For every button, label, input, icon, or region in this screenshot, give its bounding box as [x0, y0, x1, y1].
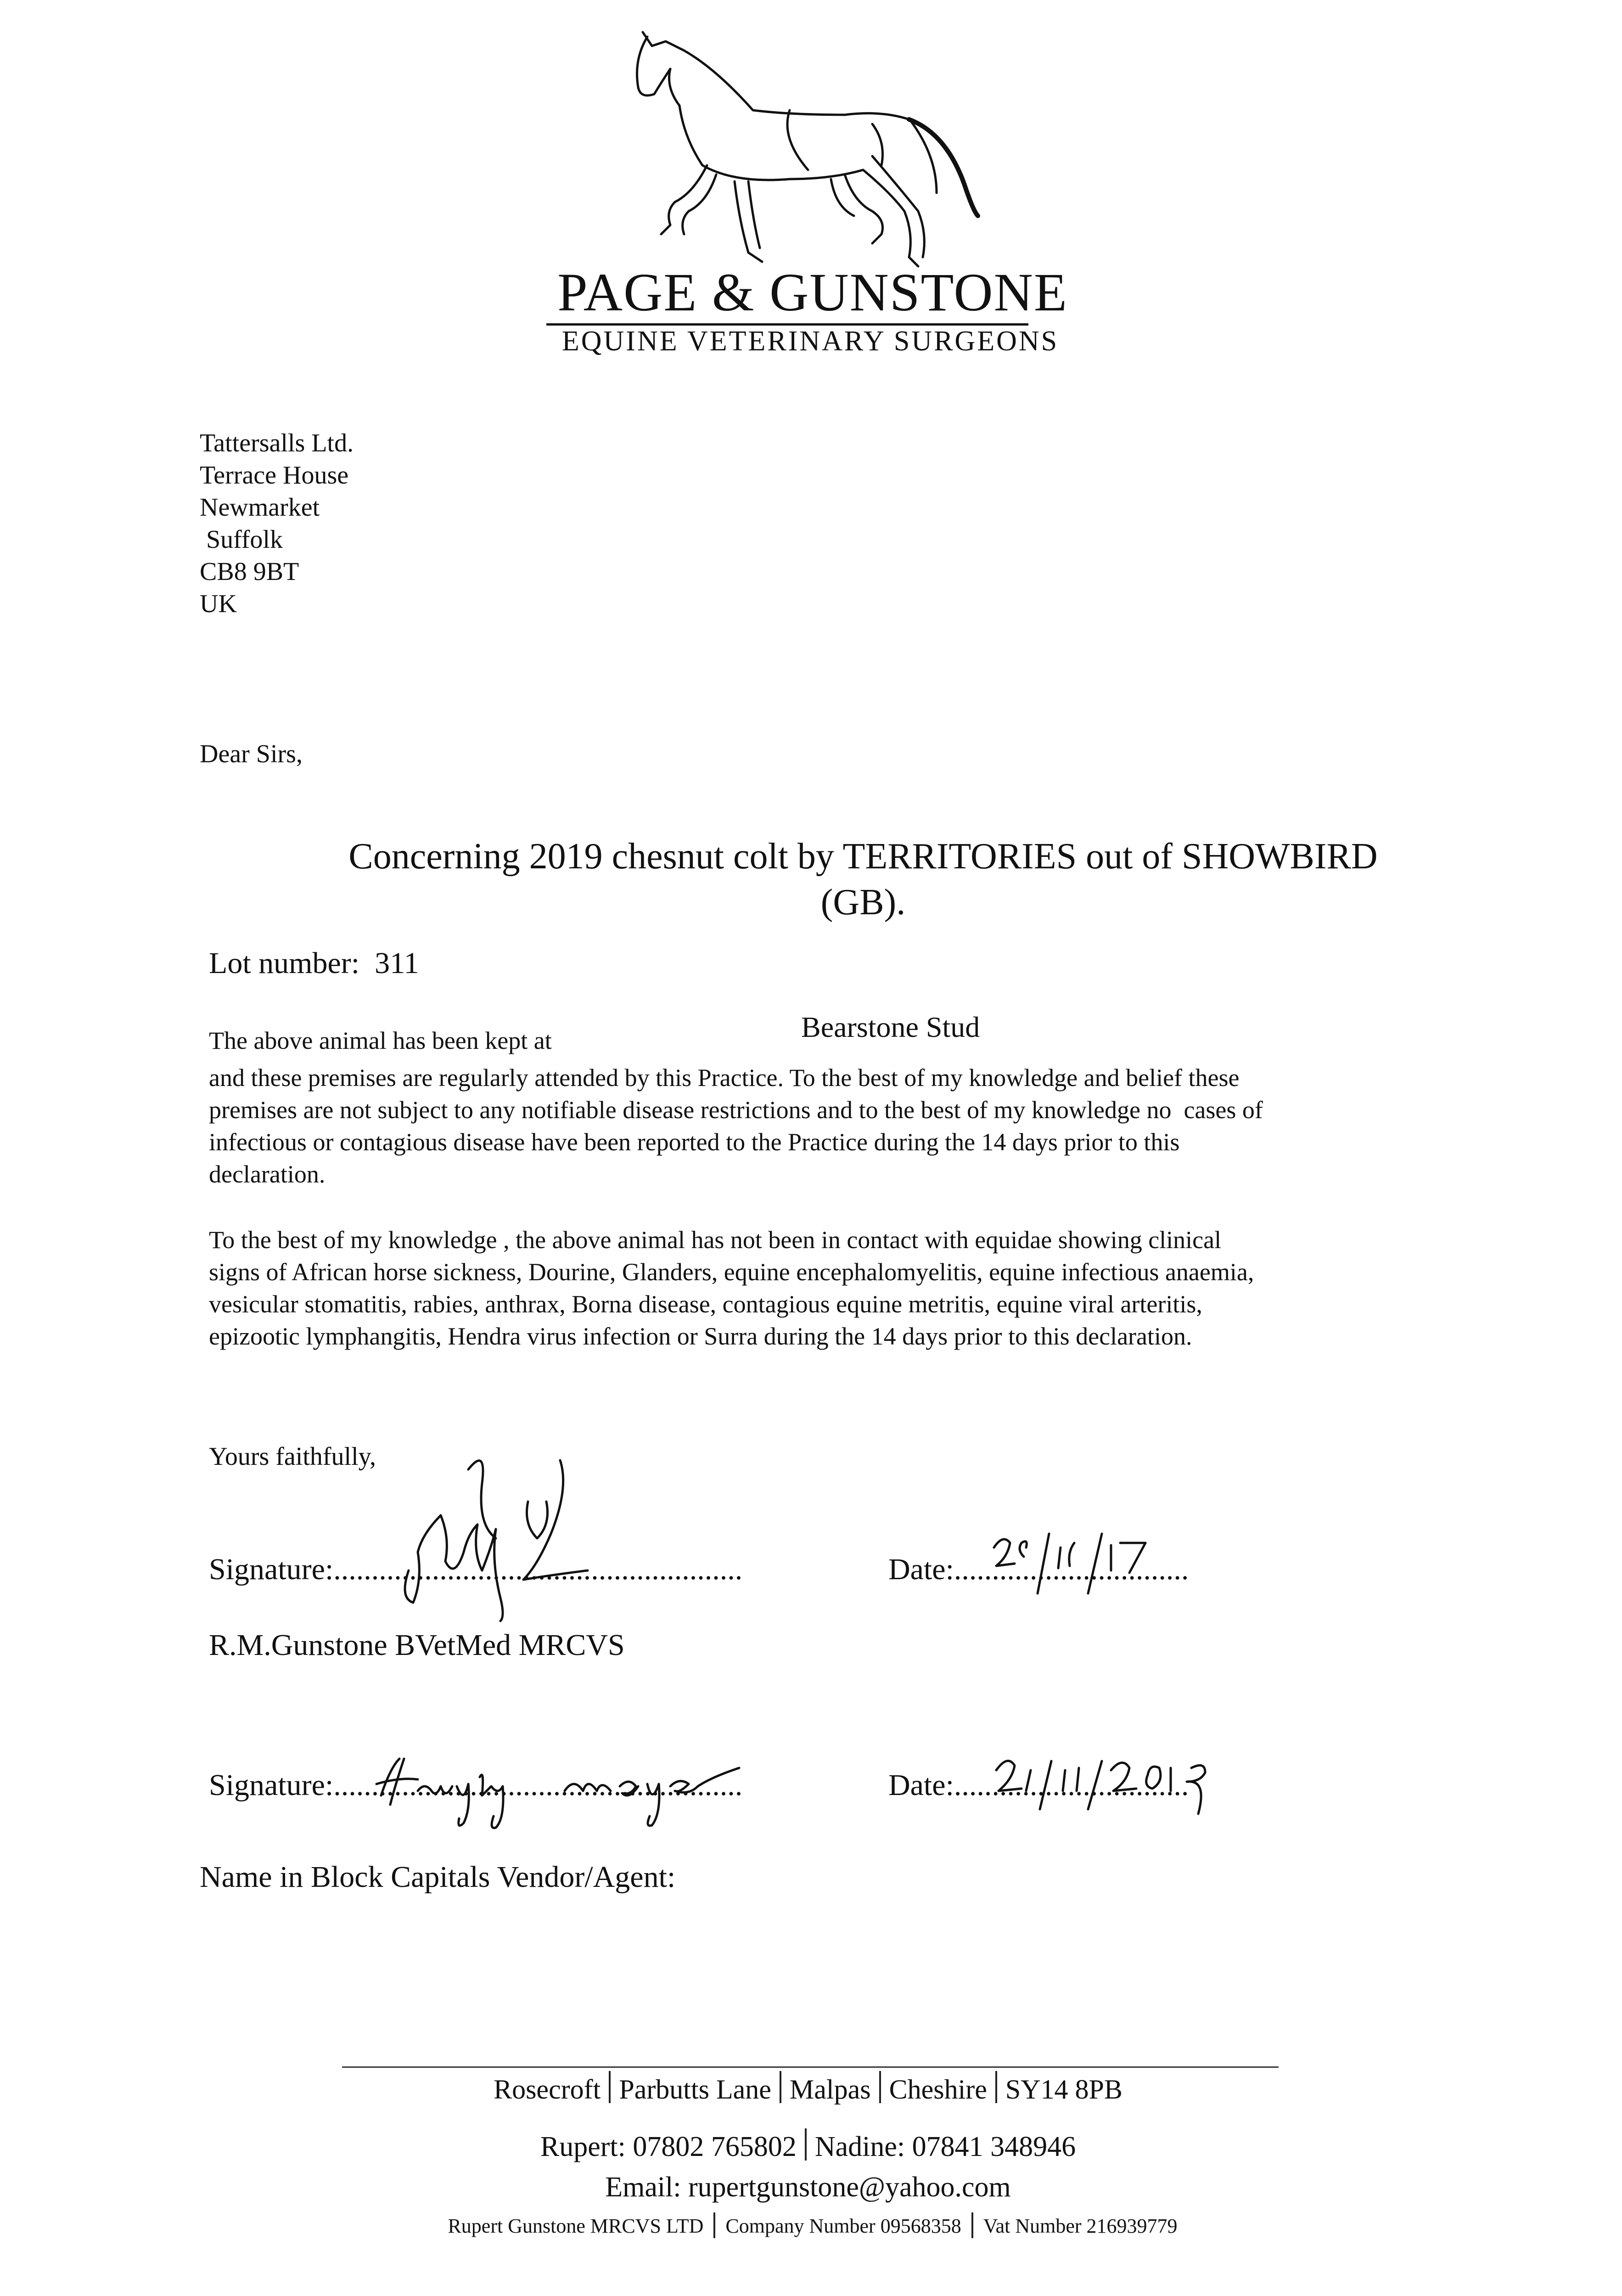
footer-address [413, 2071, 1203, 2105]
footer-separator [609, 2071, 611, 2103]
footer-separator [780, 2071, 781, 2103]
paragraph-line: and these premises are regularly attended by this Practice. To the best of my knowledge and belief these [209, 1064, 1240, 1092]
paragraph-line: signs of African horse sickness, Dourine, Glanders, equine encephalomyelitis, equine infectious anaemia, [209, 1258, 1254, 1286]
address-line: UK [200, 590, 237, 618]
vendor-signature-line: Signature:...................................................... [209, 1768, 743, 1802]
horse-logo-icon [615, 18, 992, 276]
salutation: Dear Sirs, [200, 740, 303, 768]
address-line: Terrace House [200, 461, 349, 490]
lot-number: Lot number: 311 [209, 946, 419, 980]
footer-company-number: Company Number 09568358 [725, 2215, 961, 2237]
footer-phone-rupert: Rupert: 07802 765802 [540, 2131, 797, 2162]
paragraph-line: vesicular stomatitis, rabies, anthrax, Borna disease, contagious equine metritis, equine viral arteritis, [209, 1290, 1202, 1318]
declaration-paragraph-2 [209, 1224, 1412, 1352]
vendor-signature-image [372, 1740, 753, 1832]
footer-separator [805, 2128, 807, 2161]
declaration-paragraph-1 [209, 1062, 1412, 1190]
address-line: CB8 9BT [200, 557, 299, 586]
footer-separator [971, 2212, 973, 2238]
paragraph-line: premises are not subject to any notifiable disease restrictions and to the best of my knowledge no cases of [209, 1096, 1263, 1124]
block-capitals-label: Name in Block Capitals Vendor/Agent: [200, 1860, 676, 1894]
closing: Yours faithfully, [209, 1442, 376, 1471]
brand-subtitle: EQUINE VETERINARY SURGEONS [561, 326, 1059, 357]
recipient-address [200, 427, 354, 620]
paragraph-line: To the best of my knowledge , the above animal has not been in contact with equidae showing clinical [209, 1226, 1222, 1254]
footer-phone-nadine: Nadine: 07841 348946 [814, 2131, 1076, 2162]
footer-phones [413, 2128, 1203, 2163]
address-line: Newmarket [200, 493, 320, 522]
vendor-date-line: Date:............................... [888, 1768, 1189, 1802]
subject-line: Concerning 2019 chesnut colt by TERRITORIES out of SHOWBIRD [348, 836, 1378, 877]
vendor-date-handwritten [989, 1745, 1251, 1818]
footer-address-part: Malpas [789, 2074, 871, 2105]
subject-heading [193, 833, 1533, 925]
footer-divider [342, 2066, 1279, 2068]
footer-address-part: Parbutts Lane [619, 2074, 771, 2105]
footer-separator [879, 2071, 881, 2103]
vet-name: R.M.Gunstone BVetMed MRCVS [209, 1628, 625, 1662]
vet-date-line: Date:............................... [888, 1553, 1189, 1586]
vet-signature-image [386, 1433, 601, 1626]
footer-company-info [321, 2212, 1304, 2238]
footer-address-part: SY14 8PB [1005, 2074, 1122, 2105]
paragraph-line: epizootic lymphangitis, Hendra virus infection or Surra during the 14 days prior to this declaration. [209, 1322, 1192, 1350]
paragraph-line: infectious or contagious disease have been reported to the Practice during the 14 days prior to this [209, 1128, 1180, 1156]
footer-vat-number: Vat Number 216939779 [983, 2215, 1178, 2237]
footer-address-part: Cheshire [889, 2074, 987, 2105]
footer-company-name: Rupert Gunstone MRCVS LTD [448, 2215, 704, 2237]
footer-separator [995, 2071, 997, 2103]
address-line: Suffolk [200, 525, 283, 554]
footer-email: Email: rupertgunstone@yahoo.com [605, 2172, 1011, 2203]
paragraph-line: declaration. [209, 1160, 326, 1188]
kept-at-place: Bearstone Stud [801, 1011, 980, 1043]
footer-separator [713, 2212, 715, 2238]
vet-signature-line: Signature:...................................................... [209, 1553, 743, 1586]
address-line: Tattersalls Ltd. [200, 429, 354, 457]
kept-at-label: The above animal has been kept at [209, 1027, 552, 1054]
vet-date-handwritten [989, 1529, 1164, 1598]
footer-address-part: Rosecroft [494, 2074, 601, 2105]
subject-line: (GB). [820, 882, 906, 923]
brand-name: PAGE & GUNSTONE [557, 262, 1068, 322]
